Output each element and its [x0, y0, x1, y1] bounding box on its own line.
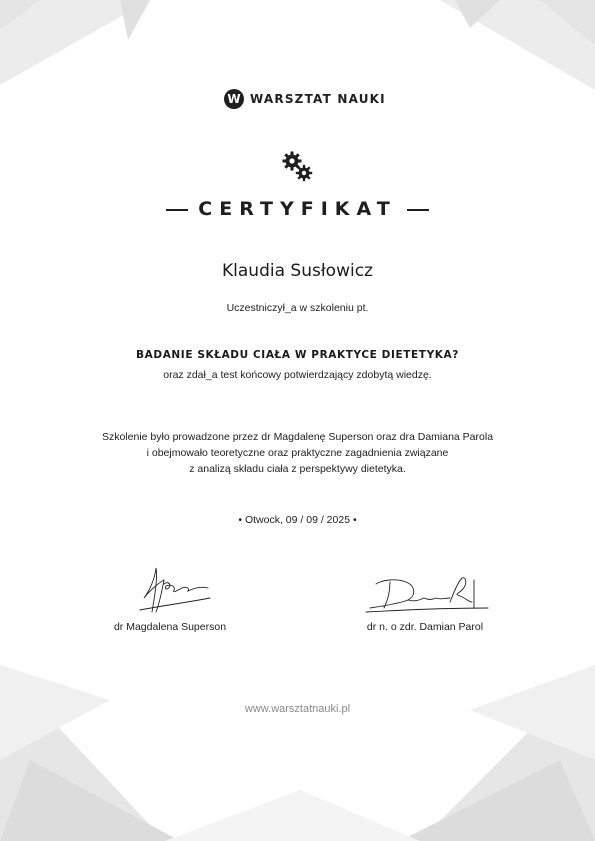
signature-left-label: dr Magdalena Superson	[113, 621, 227, 633]
brand-logo	[224, 88, 386, 110]
description-line-3: z analizą składu ciała z perspektywy dietetyka.	[189, 463, 406, 475]
description-line-2: i obejmowało teoretyczne oraz praktyczne zagadnienia związane	[146, 447, 449, 459]
certificate-title	[0, 198, 595, 220]
course-title: BADANIE SKŁADU CIAŁA W PRAKTYCE DIETETYKA?	[136, 349, 459, 361]
gears-icon	[281, 150, 315, 184]
description-line-1: Szkolenie było prowadzone przez dr Magdalenę Superson oraz dra Damiana Parola	[101, 431, 494, 443]
brand-name: WARSZTAT NAUKI	[250, 92, 386, 106]
signature-right-image	[362, 572, 492, 616]
signature-left-image	[130, 560, 220, 620]
title-dash-left	[166, 209, 188, 211]
place-date: • Otwock, 09 / 09 / 2025 •	[238, 514, 357, 526]
w-circle-logo-icon: W	[224, 89, 244, 109]
test-passed-text: oraz zdał_a test końcowy potwierdzający zdobytą wiedzę.	[163, 369, 432, 381]
recipient-name: Klaudia Susłowicz	[222, 261, 373, 281]
participation-text: Uczestniczył_a w szkoleniu pt.	[226, 302, 369, 314]
website-link[interactable]: www.warsztatnauki.pl	[244, 703, 351, 715]
certificate-title-text: CERTYFIKAT	[198, 198, 397, 220]
title-dash-right	[407, 209, 429, 211]
signature-right-label: dr n. o zdr. Damian Parol	[366, 621, 484, 633]
